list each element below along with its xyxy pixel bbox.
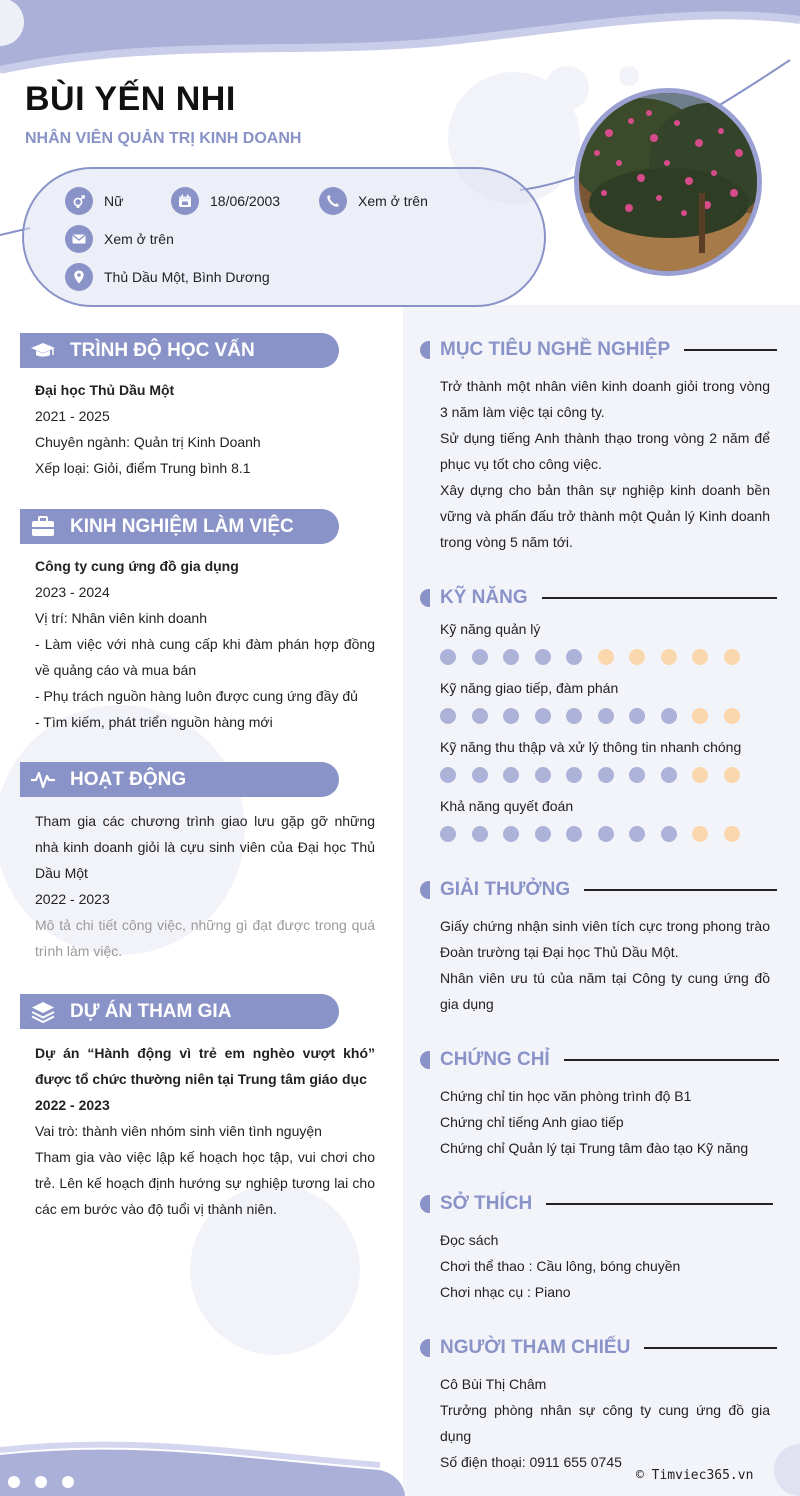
hobby-line: Chơi nhạc cụ : Piano: [440, 1284, 571, 1300]
projects-title: DỰ ÁN THAM GIA: [70, 1000, 232, 1022]
phone-icon: [319, 187, 347, 215]
skill-rating: [440, 708, 780, 724]
rating-dot-filled: [535, 649, 551, 665]
objective-line: Trở thành một nhân viên kinh doanh giỏi trong vòng 3 năm làm việc tại công ty.: [440, 378, 770, 420]
awards-title: GIẢI THƯỞNG: [440, 879, 571, 900]
reference-line: Số điện thoại: 0911 655 0745: [440, 1454, 622, 1470]
experience-header: [20, 509, 339, 544]
activities-description: Tham gia các chương trình giao lưu gặp gỡ những nhà kinh doanh giỏi là cựu sinh viên của Đại học Thủ Dầu Một: [35, 813, 375, 881]
education-school: Đại học Thủ Dầu Một: [35, 382, 175, 398]
references-body: [440, 1371, 770, 1475]
profile-photo: [574, 88, 762, 276]
email-value: Xem ở trên: [104, 231, 174, 247]
job-title: NHÂN VIÊN QUẢN TRỊ KINH DOANH: [25, 130, 302, 147]
experience-position: Vị trí: Nhân viên kinh doanh: [35, 610, 207, 626]
experience-company: Công ty cung ứng đồ gia dụng: [35, 558, 239, 574]
experience-title: KINH NGHIỆM LÀM VIỆC: [70, 515, 294, 537]
phone-value: Xem ở trên: [358, 193, 428, 209]
experience-duty: - Phụ trách nguồn hàng luôn được cung ứng đầy đủ: [35, 688, 358, 704]
projects-body: [35, 1040, 375, 1222]
rating-dot-empty: [692, 708, 708, 724]
contact-box: [22, 167, 546, 307]
section-marker-icon: [420, 589, 430, 607]
objective-line: Sử dụng tiếng Anh thành thạo trong vòng 2 năm để phục vụ tốt cho công việc.: [440, 430, 770, 472]
copyright-footer: © Timviec365.vn: [636, 1468, 754, 1483]
rating-dot-filled: [503, 649, 519, 665]
rating-dot-filled: [661, 708, 677, 724]
activities-placeholder: Mô tả chi tiết công việc, những gì đạt được trong quá trình làm việc.: [35, 917, 375, 959]
project-name: Dự án “Hành động vì trẻ em nghèo vượt khó” được tổ chức thường niên tại Trung tâm giáo dục: [35, 1045, 375, 1087]
address-value: Thủ Dầu Một, Bình Dương: [104, 269, 270, 285]
hobby-line: Chơi thể thao : Cầu lông, bóng chuyền: [440, 1258, 681, 1274]
skill-name: Kỹ năng giao tiếp, đàm phán: [440, 680, 619, 696]
rating-dot-filled: [629, 708, 645, 724]
skills-header: [420, 583, 777, 613]
certificates-body: [440, 1083, 770, 1161]
rating-dot-empty: [692, 767, 708, 783]
mail-icon: [65, 225, 93, 253]
projects-header: [20, 994, 339, 1029]
rating-dot-filled: [566, 767, 582, 783]
experience-duty: - Tìm kiếm, phát triển nguồn hàng mới: [35, 714, 273, 730]
references-header: [420, 1333, 777, 1363]
certificate-line: Chứng chỉ tiếng Anh giao tiếp: [440, 1114, 624, 1130]
rating-dot-filled: [503, 708, 519, 724]
rating-dot-empty: [724, 708, 740, 724]
pulse-icon: [30, 767, 56, 793]
rating-dot-empty: [692, 826, 708, 842]
awards-header: [420, 875, 777, 905]
certificate-line: Chứng chỉ tin học văn phòng trình độ B1: [440, 1088, 692, 1104]
rating-dot-filled: [503, 767, 519, 783]
skill-name: Kỹ năng thu thập và xử lý thông tin nhanh chóng: [440, 739, 742, 755]
experience-period: 2023 - 2024: [35, 584, 110, 600]
section-marker-icon: [420, 1339, 430, 1357]
contact-gender: [65, 187, 123, 215]
skill-item: [440, 737, 780, 783]
rating-dot-filled: [535, 767, 551, 783]
rating-dot-filled: [472, 649, 488, 665]
references-title: NGƯỜI THAM CHIẾU: [440, 1337, 631, 1358]
education-period: 2021 - 2025: [35, 408, 110, 424]
rating-dot-empty: [724, 649, 740, 665]
skill-name: Kỹ năng quản lý: [440, 621, 541, 637]
rating-dot-empty: [724, 767, 740, 783]
rating-dot-empty: [598, 649, 614, 665]
rating-dot-empty: [629, 649, 645, 665]
rating-dot-filled: [503, 826, 519, 842]
education-grade: Xếp loại: Giỏi, điểm Trung bình 8.1: [35, 460, 251, 476]
hobbies-header: [420, 1189, 773, 1219]
experience-duty: - Làm việc với nhà cung cấp khi đàm phán hợp đồng về quảng cáo và mua bán: [35, 636, 375, 678]
rating-dot-filled: [598, 826, 614, 842]
briefcase-icon: [30, 514, 56, 540]
objective-line: Xây dựng cho bản thân sự nghiệp kinh doanh bền vững và phấn đấu trở thành một Quản lý Kinh doanh trong vòng 5 năm tới.: [440, 482, 770, 550]
awards-body: [440, 913, 770, 1017]
experience-body: [35, 553, 375, 735]
section-divider: [584, 889, 777, 891]
rating-dot-filled: [472, 708, 488, 724]
skill-item: [440, 619, 780, 665]
section-divider: [564, 1059, 779, 1061]
certificates-title: CHỨNG CHỈ: [440, 1049, 550, 1070]
section-marker-icon: [420, 1195, 430, 1213]
gender-icon: [65, 187, 93, 215]
contact-email: [65, 225, 174, 253]
calendar-icon: [171, 187, 199, 215]
gender-value: Nữ: [104, 193, 124, 209]
certificates-header: [420, 1045, 779, 1075]
education-body: [35, 377, 375, 481]
activities-body: [35, 808, 375, 964]
section-divider: [542, 597, 777, 599]
rating-dot-filled: [629, 826, 645, 842]
education-header: [20, 333, 339, 368]
hobbies-body: [440, 1227, 770, 1305]
reference-line: Trưởng phòng nhân sự công ty cung ứng đồ gia dụng: [440, 1402, 770, 1444]
skill-rating: [440, 649, 780, 665]
section-marker-icon: [420, 1051, 430, 1069]
award-line: Giấy chứng nhận sinh viên tích cực trong phong trào Đoàn trường tại Đại học Thủ Dầu Một.: [440, 918, 770, 960]
section-divider: [546, 1203, 773, 1205]
rating-dot-filled: [535, 826, 551, 842]
hobbies-title: SỞ THÍCH: [440, 1193, 533, 1214]
rating-dot-empty: [724, 826, 740, 842]
rating-dot-filled: [440, 826, 456, 842]
certificate-line: Chứng chỉ Quản lý tại Trung tâm đào tạo Kỹ năng: [440, 1140, 749, 1156]
skill-item: [440, 796, 780, 842]
rating-dot-filled: [535, 708, 551, 724]
rating-dot-filled: [629, 767, 645, 783]
graduation-cap-icon: [30, 338, 56, 364]
rating-dot-filled: [472, 826, 488, 842]
award-line: Nhân viên ưu tú của năm tại Công ty cung ứng đồ gia dụng: [440, 970, 770, 1012]
contact-birthdate: [171, 187, 280, 215]
objective-header: [420, 335, 777, 365]
rating-dot-filled: [566, 708, 582, 724]
rating-dot-empty: [661, 649, 677, 665]
project-period: 2022 - 2023: [35, 1097, 110, 1113]
rating-dot-filled: [440, 708, 456, 724]
activities-title: HOẠT ĐỘNG: [70, 768, 187, 790]
rating-dot-filled: [661, 767, 677, 783]
location-pin-icon: [65, 263, 93, 291]
activities-header: [20, 762, 339, 797]
section-divider: [644, 1347, 777, 1349]
rating-dot-filled: [566, 826, 582, 842]
activities-period: 2022 - 2023: [35, 891, 110, 907]
education-major: Chuyên ngành: Quản trị Kinh Doanh: [35, 434, 261, 450]
skills-title: KỸ NĂNG: [440, 587, 528, 608]
layers-icon: [30, 999, 56, 1025]
rating-dot-filled: [661, 826, 677, 842]
rating-dot-filled: [566, 649, 582, 665]
rating-dot-filled: [598, 767, 614, 783]
rating-dot-filled: [472, 767, 488, 783]
candidate-name: BÙI YẾN NHI: [25, 80, 236, 118]
contact-address: [65, 263, 270, 291]
skill-name: Khả năng quyết đoán: [440, 798, 574, 814]
reference-line: Cô Bùi Thị Châm: [440, 1376, 547, 1392]
project-description: Tham gia vào việc lập kế hoạch học tập, vui chơi cho trẻ. Lên kế hoạch định hướng sự nghiệp tương lai cho các em bước vào độ tuổi vị thành niên.: [35, 1149, 375, 1217]
hobby-line: Đọc sách: [440, 1232, 499, 1248]
birthdate-value: 18/06/2003: [210, 193, 281, 209]
rating-dot-empty: [692, 649, 708, 665]
skill-rating: [440, 767, 780, 783]
contact-phone: [319, 187, 428, 215]
project-role: Vai trò: thành viên nhóm sinh viên tình nguyện: [35, 1123, 322, 1139]
skill-item: [440, 678, 780, 724]
rating-dot-filled: [440, 767, 456, 783]
education-title: TRÌNH ĐỘ HỌC VẤN: [70, 339, 255, 361]
rating-dot-filled: [440, 649, 456, 665]
objective-title: MỤC TIÊU NGHỀ NGHIỆP: [440, 339, 671, 360]
section-marker-icon: [420, 881, 430, 899]
section-divider: [684, 349, 777, 351]
objective-body: [440, 373, 770, 555]
rating-dot-filled: [598, 708, 614, 724]
skill-rating: [440, 826, 780, 842]
section-marker-icon: [420, 341, 430, 359]
